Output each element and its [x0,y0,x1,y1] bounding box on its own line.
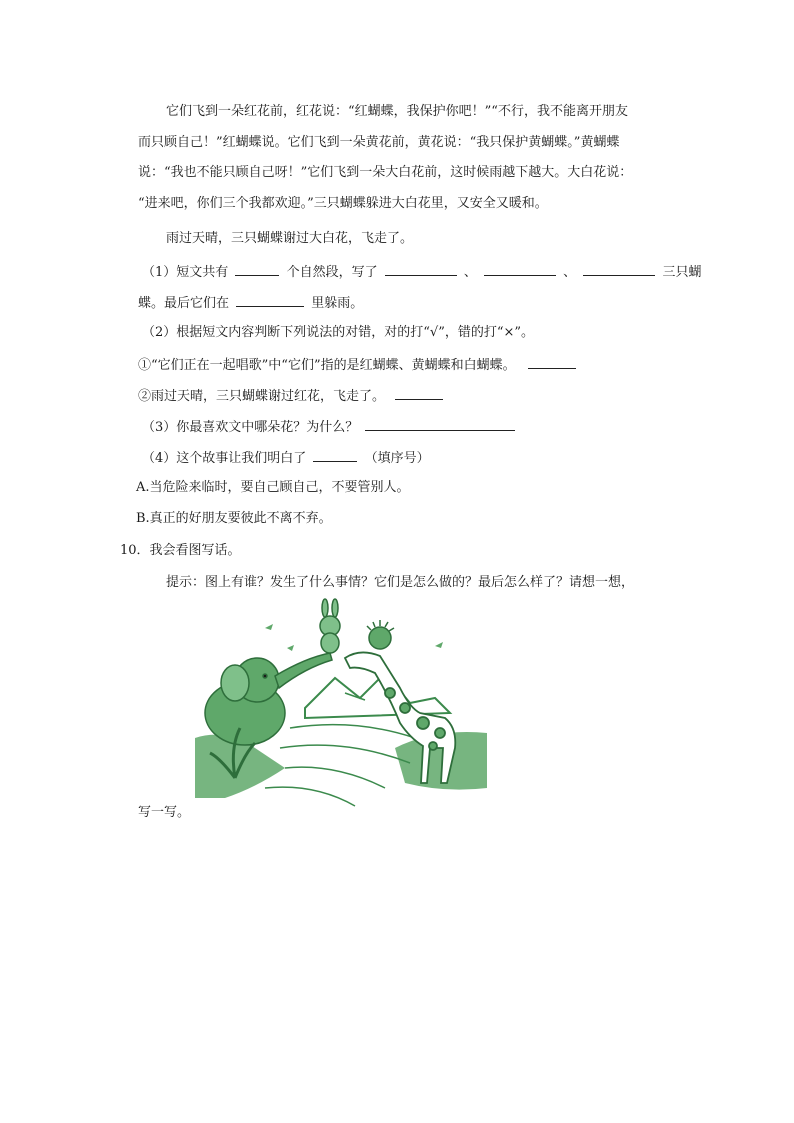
q2-2-text: ②雨过天晴，三只蝴蝶谢过红花，飞走了。 [138,389,386,404]
question-10-hint: 提示：图上有谁？发生了什么事情？它们是怎么做的？最后怎么样了？请想一想， [166,575,635,590]
question-4 [142,448,430,468]
q1-text: 个自然段，写了 [286,265,378,280]
question-1 [142,262,701,282]
answer-blank[interactable] [236,293,304,307]
question-2-2 [138,386,446,406]
passage-line: 它们飞到一朵红花前，红花说：“红蝴蝶，我保护你吧！”“不行，我不能离开朋友 [166,104,628,119]
answer-blank[interactable] [385,262,457,276]
passage-line: 而只顾自己！”红蝴蝶说。它们飞到一朵黄花前，黄花说：“我只保护黄蝴蝶。”黄蝴蝶 [138,135,620,150]
answer-blank[interactable] [365,417,515,431]
option-b: B.真正的好朋友要彼此不离不弃。 [136,511,332,526]
passage-line: “进来吧，你们三个我都欢迎。”三只蝴蝶躲进大白花里，又安全又暖和。 [138,196,548,211]
write-instruction: 写一写。 [138,805,191,820]
answer-blank[interactable] [235,262,279,276]
passage-line: 说：“我也不能只顾自己呀！”它们飞到一朵大白花前，这时候雨越下越大。大白花说： [138,165,633,180]
answer-blank[interactable] [395,386,443,400]
answer-blank[interactable] [484,262,556,276]
passage-line: 雨过天晴，三只蝴蝶谢过大白花，飞走了。 [166,231,414,246]
q4-text: （4）这个故事让我们明白了 [142,451,307,466]
elephant-giraffe-river-illustration [195,598,487,810]
answer-blank[interactable] [583,262,655,276]
q1-text: 蝶。最后它们在 [138,296,230,311]
q1-text: 里躲雨。 [311,296,364,311]
question-1-cont [138,293,363,313]
question-2: （2）根据短文内容判断下列说法的对错，对的打“√”，错的打“×”。 [142,325,535,340]
q1-separator: 、 [563,265,577,280]
q1-separator: 、 [463,265,477,280]
q1-text: 三只蝴 [662,265,702,280]
question-2-1 [138,355,579,375]
answer-blank[interactable] [313,448,357,462]
q3-text: （3）你最喜欢文中哪朵花？为什么？ [142,420,359,435]
q4-suffix: （填序号） [364,451,430,466]
option-a: A.当危险来临时，要自己顾自己，不要管别人。 [136,480,410,495]
question-3 [142,417,518,437]
answer-blank[interactable] [528,355,576,369]
q2-1-text: ①“它们正在一起唱歌”中“它们”指的是红蝴蝶、黄蝴蝶和白蝴蝶。 [138,358,516,373]
question-10-title: 10．我会看图写话。 [120,543,241,558]
q1-text: （1）短文共有 [142,265,229,280]
